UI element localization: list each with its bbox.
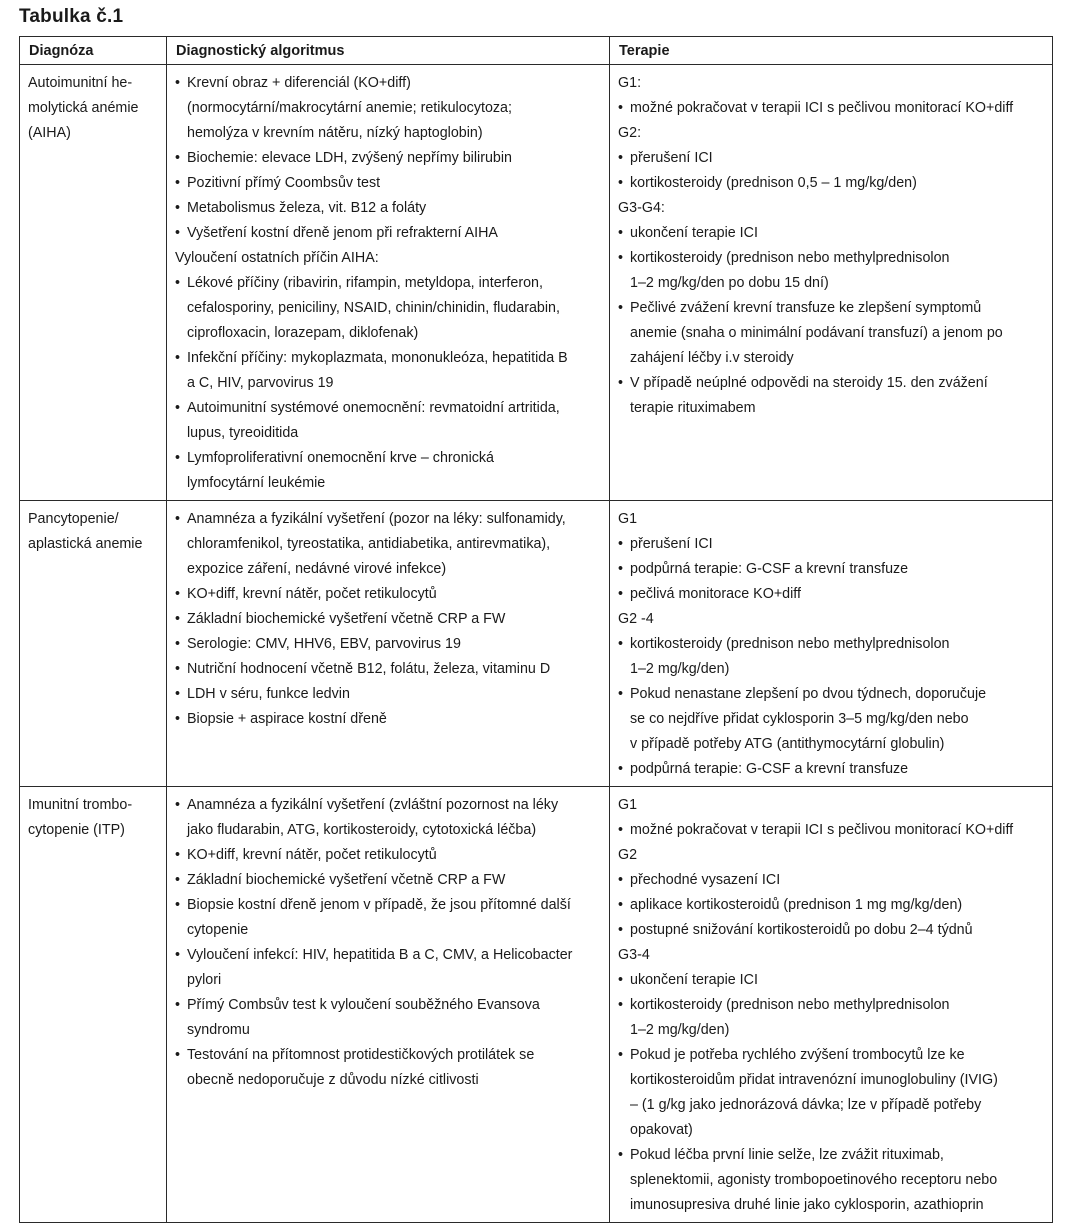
item-text-line: Vyšetření kostní dřeně jenom při refrakterní AIHA (187, 225, 498, 241)
algorithm-item (175, 171, 603, 196)
therapy-item (618, 582, 1046, 607)
algorithm-cell (167, 65, 610, 501)
item-text-line: 1–2 mg/kg/den) (630, 1022, 730, 1038)
algorithm-item (175, 707, 603, 732)
item-text-line: V případě neúplné odpovědi na steroidy 15. den zvážení (630, 375, 988, 391)
item-text-line: obecně nedoporučuje z důvodu nízké citlivosti (187, 1072, 479, 1088)
therapy-heading (618, 943, 1046, 968)
diagnosis-text: aplastická anemie (28, 536, 143, 552)
diagnosis-text: molytická anémie (28, 100, 139, 116)
table-body (20, 65, 1053, 1223)
item-text-line: G2: (618, 125, 642, 141)
therapy-item (618, 296, 1046, 371)
bullet-icon: • (618, 375, 624, 391)
algorithm-item (175, 843, 603, 868)
bullet-icon: • (175, 400, 181, 416)
algorithm-item (175, 396, 603, 446)
bullet-icon: • (618, 761, 624, 777)
item-text-line: Testování na přítomnost protidestičkových protilátek se (187, 1047, 535, 1063)
bullet-icon: • (175, 225, 181, 241)
table-header (20, 37, 1053, 65)
therapy-item (618, 993, 1046, 1043)
item-text-line: syndromu (187, 1022, 250, 1038)
item-text-line: Anamnéza a fyzikální vyšetření (pozor na léky: sulfonamidy, (187, 511, 566, 527)
item-text-line: Pozitivní přímý Coombsův test (187, 175, 381, 191)
diagnosis-text: Pancytopenie/ (28, 511, 119, 527)
item-text-line: Autoimunitní systémové onemocnění: revmatoidní artritida, (187, 400, 560, 416)
therapy-heading (618, 843, 1046, 868)
item-text-line: hemolýza v krevním nátěru, nízký haptoglobin) (187, 125, 483, 141)
item-text-line: G1 (618, 797, 638, 813)
item-text-line: kortikosteroidy (prednison nebo methylprednisolon (630, 997, 950, 1013)
therapy-item (618, 918, 1046, 943)
bullet-icon: • (175, 711, 181, 727)
item-text-line: v případě potřeby ATG (antithymocytární globulin) (630, 736, 945, 752)
therapy-item (618, 146, 1046, 171)
item-text-line: Přímý Combsův test k vyloučení souběžného Evansova (187, 997, 540, 1013)
clinical-table (19, 36, 1053, 1223)
diagnosis-text: Autoimunitní he- (28, 75, 133, 91)
algorithm-item (175, 146, 603, 171)
item-text-line: podpůrná terapie: G-CSF a krevní transfuze (630, 561, 909, 577)
algorithm-item (175, 196, 603, 221)
item-text-line: (normocytární/makrocytární anemie; retikulocytoza; (187, 100, 512, 116)
item-text-line: – (1 g/kg jako jednorázová dávka; lze v případě potřeby (630, 1097, 982, 1113)
item-text-line: přechodné vysazení ICI (630, 872, 781, 888)
item-text-line: kortikosteroidy (prednison 0,5 – 1 mg/kg/den) (630, 175, 917, 191)
item-text-line: G2 (618, 847, 638, 863)
item-text-line: cytopenie (187, 922, 249, 938)
table-title: Tabulka č.1 (19, 6, 124, 27)
bullet-icon: • (618, 972, 624, 988)
header-therapy: Terapie (610, 37, 1053, 65)
algorithm-cell (167, 501, 610, 787)
bullet-icon: • (175, 175, 181, 191)
bullet-icon: • (618, 586, 624, 602)
diagnosis-text: Imunitní trombo- (28, 797, 133, 813)
bullet-icon: • (618, 636, 624, 652)
bullet-icon: • (175, 511, 181, 527)
item-text-line: 1–2 mg/kg/den po dobu 15 dní) (630, 275, 829, 291)
item-text-line: Metabolismus železa, vit. B12 a foláty (187, 200, 427, 216)
bullet-icon: • (618, 822, 624, 838)
therapy-item (618, 1043, 1046, 1143)
algorithm-item (175, 993, 603, 1043)
item-text-line: KO+diff, krevní nátěr, počet retikulocytů (187, 586, 437, 602)
item-text-line: podpůrná terapie: G-CSF a krevní transfuze (630, 761, 909, 777)
algorithm-item (175, 221, 603, 246)
algorithm-item (175, 793, 603, 843)
algorithm-cell (167, 787, 610, 1223)
item-text-line: Pokud nenastane zlepšení po dvou týdnech, doporučuje (630, 686, 987, 702)
therapy-heading (618, 121, 1046, 146)
item-text-line: Základní biochemické vyšetření včetně CRP a FW (187, 872, 506, 888)
item-text-line: G1 (618, 511, 638, 527)
bullet-icon: • (175, 847, 181, 863)
bullet-icon: • (175, 200, 181, 216)
bullet-icon: • (175, 275, 181, 291)
algorithm-item (175, 632, 603, 657)
item-text-line: Pečlivé zvážení krevní transfuze ke zlepšení symptomů (630, 300, 982, 316)
bullet-icon: • (618, 997, 624, 1013)
algorithm-item (175, 446, 603, 496)
item-text-line: chloramfenikol, tyreostatika, antidiabetika, antirevmatika), (187, 536, 551, 552)
bullet-icon: • (618, 100, 624, 116)
item-text-line: ukončení terapie ICI (630, 225, 758, 241)
diagnosis-text: (AIHA) (28, 125, 71, 141)
item-text-line: Pokud léčba první linie selže, lze zvážit rituximab, (630, 1147, 944, 1163)
item-text-line: opakovat) (630, 1122, 693, 1138)
therapy-item (618, 96, 1046, 121)
diagnosis-cell (20, 787, 167, 1223)
bullet-icon: • (175, 636, 181, 652)
therapy-heading (618, 507, 1046, 532)
item-text-line: možné pokračovat v terapii ICI s pečlivou monitorací KO+diff (630, 100, 1014, 116)
bullet-icon: • (175, 150, 181, 166)
algorithm-item (175, 1043, 603, 1093)
table-row (20, 65, 1053, 501)
bullet-icon: • (618, 1047, 624, 1063)
bullet-icon: • (618, 922, 624, 938)
item-text-line: kortikosteroidům přidat intravenózní imunoglobuliny (IVIG) (630, 1072, 998, 1088)
therapy-cell (610, 787, 1053, 1223)
bullet-icon: • (618, 175, 624, 191)
item-text-line: jako fludarabin, ATG, kortikosteroidy, cytotoxická léčba) (187, 822, 537, 838)
therapy-item (618, 532, 1046, 557)
algorithm-item (175, 607, 603, 632)
item-text-line: 1–2 mg/kg/den) (630, 661, 730, 677)
item-text-line: Základní biochemické vyšetření včetně CRP a FW (187, 611, 506, 627)
bullet-icon: • (618, 225, 624, 241)
therapy-cell (610, 501, 1053, 787)
item-text-line: Krevní obraz + diferenciál (KO+diff) (187, 75, 411, 91)
therapy-item (618, 246, 1046, 296)
algorithm-item (175, 71, 603, 146)
algorithm-item (175, 582, 603, 607)
item-text-line: cefalosporiny, peniciliny, NSAID, chinin/chinidin, fludarabin, (187, 300, 560, 316)
bullet-icon: • (175, 75, 181, 91)
item-text-line: zahájení léčby i.v steroidy (630, 350, 794, 366)
algorithm-item (175, 682, 603, 707)
therapy-item (618, 632, 1046, 682)
table-row (20, 501, 1053, 787)
therapy-heading (618, 793, 1046, 818)
item-text-line: Biochemie: elevace LDH, zvýšený nepřímy bilirubin (187, 150, 512, 166)
item-text-line: splenektomii, agonisty trombopoetinového receptoru nebo (630, 1172, 998, 1188)
therapy-item (618, 893, 1046, 918)
item-text-line: Serologie: CMV, HHV6, EBV, parvovirus 19 (187, 636, 461, 652)
diagnosis-cell (20, 65, 167, 501)
bullet-icon: • (618, 1147, 624, 1163)
item-text-line: postupné snižování kortikosteroidů po dobu 2–4 týdnů (630, 922, 973, 938)
item-text-line: KO+diff, krevní nátěr, počet retikulocytů (187, 847, 437, 863)
bullet-icon: • (175, 350, 181, 366)
item-text-line: Biopsie + aspirace kostní dřeně (187, 711, 387, 727)
algorithm-item (175, 893, 603, 943)
item-text-line: Anamnéza a fyzikální vyšetření (zvláštní pozornost na léky (187, 797, 559, 813)
therapy-item (618, 557, 1046, 582)
therapy-item (618, 757, 1046, 782)
bullet-icon: • (175, 947, 181, 963)
therapy-heading (618, 607, 1046, 632)
item-text-line: pečlivá monitorace KO+diff (630, 586, 801, 602)
bullet-icon: • (175, 872, 181, 888)
item-text-line: přerušení ICI (630, 536, 713, 552)
bullet-icon: • (618, 536, 624, 552)
algorithm-item (175, 657, 603, 682)
therapy-item (618, 818, 1046, 843)
algorithm-item (175, 346, 603, 396)
therapy-item (618, 968, 1046, 993)
header-diagnosis: Diagnóza (20, 37, 167, 65)
table-row (20, 787, 1053, 1223)
item-text-line: imunosupresiva druhé linie jako cyklosporin, azathioprin (630, 1197, 984, 1213)
bullet-icon: • (175, 586, 181, 602)
item-text-line: pylori (187, 972, 222, 988)
therapy-item (618, 171, 1046, 196)
item-text-line: Lékové příčiny (ribavirin, rifampin, metyldopa, interferon, (187, 275, 543, 291)
bullet-icon: • (175, 997, 181, 1013)
bullet-icon: • (175, 611, 181, 627)
therapy-heading (618, 71, 1046, 96)
algorithm-heading (175, 246, 603, 271)
bullet-icon: • (175, 797, 181, 813)
item-text-line: kortikosteroidy (prednison nebo methylprednisolon (630, 636, 950, 652)
item-text-line: Pokud je potřeba rychlého zvýšení trombocytů lze ke (630, 1047, 965, 1063)
algorithm-item (175, 868, 603, 893)
item-text-line: Vyloučení infekcí: HIV, hepatitida B a C, CMV, a Helicobacter (187, 947, 573, 963)
header-algorithm: Diagnostický algoritmus (167, 37, 610, 65)
item-text-line: terapie rituximabem (630, 400, 756, 416)
item-text-line: lupus, tyreoiditida (187, 425, 299, 441)
algorithm-item (175, 271, 603, 346)
diagnosis-cell (20, 501, 167, 787)
item-text-line: Lymfoproliferativní onemocnění krve – chronická (187, 450, 494, 466)
therapy-item (618, 371, 1046, 421)
item-text-line: LDH v séru, funkce ledvin (187, 686, 350, 702)
therapy-item (618, 1143, 1046, 1218)
item-text-line: a C, HIV, parvovirus 19 (187, 375, 334, 391)
therapy-cell (610, 65, 1053, 501)
diagnosis-text: cytopenie (ITP) (28, 822, 125, 838)
item-text-line: Vyloučení ostatních příčin AIHA: (175, 250, 379, 266)
item-text-line: ukončení terapie ICI (630, 972, 758, 988)
item-text-line: G1: (618, 75, 642, 91)
item-text-line: Biopsie kostní dřeně jenom v případě, že jsou přítomné další (187, 897, 571, 913)
item-text-line: ciprofloxacin, lorazepam, diklofenak) (187, 325, 419, 341)
item-text-line: přerušení ICI (630, 150, 713, 166)
bullet-icon: • (618, 686, 624, 702)
bullet-icon: • (618, 897, 624, 913)
item-text-line: Infekční příčiny: mykoplazmata, mononukleóza, hepatitida B (187, 350, 568, 366)
item-text-line: kortikosteroidy (prednison nebo methylprednisolon (630, 250, 950, 266)
bullet-icon: • (618, 561, 624, 577)
bullet-icon: • (618, 250, 624, 266)
therapy-item (618, 221, 1046, 246)
item-text-line: G3-4 (618, 947, 650, 963)
bullet-icon: • (618, 300, 624, 316)
item-text-line: aplikace kortikosteroidů (prednison 1 mg mg/kg/den) (630, 897, 963, 913)
bullet-icon: • (618, 872, 624, 888)
item-text-line: expozice záření, nedávné virové infekce) (187, 561, 447, 577)
bullet-icon: • (175, 686, 181, 702)
therapy-heading (618, 196, 1046, 221)
header-row (20, 37, 1053, 65)
item-text-line: možné pokračovat v terapii ICI s pečlivou monitorací KO+diff (630, 822, 1014, 838)
bullet-icon: • (175, 1047, 181, 1063)
item-text-line: G2 -4 (618, 611, 654, 627)
bullet-icon: • (175, 661, 181, 677)
algorithm-item (175, 507, 603, 582)
therapy-item (618, 682, 1046, 757)
bullet-icon: • (175, 897, 181, 913)
item-text-line: Nutriční hodnocení včetně B12, folátu, železa, vitaminu D (187, 661, 551, 677)
item-text-line: G3-G4: (618, 200, 665, 216)
item-text-line: lymfocytární leukémie (187, 475, 326, 491)
algorithm-item (175, 943, 603, 993)
item-text-line: anemie (snaha o minimální podávaní transfuzí) a jenom po (630, 325, 1003, 341)
therapy-item (618, 868, 1046, 893)
bullet-icon: • (618, 150, 624, 166)
item-text-line: se co nejdříve přidat cyklosporin 3–5 mg/kg/den nebo (630, 711, 969, 727)
bullet-icon: • (175, 450, 181, 466)
